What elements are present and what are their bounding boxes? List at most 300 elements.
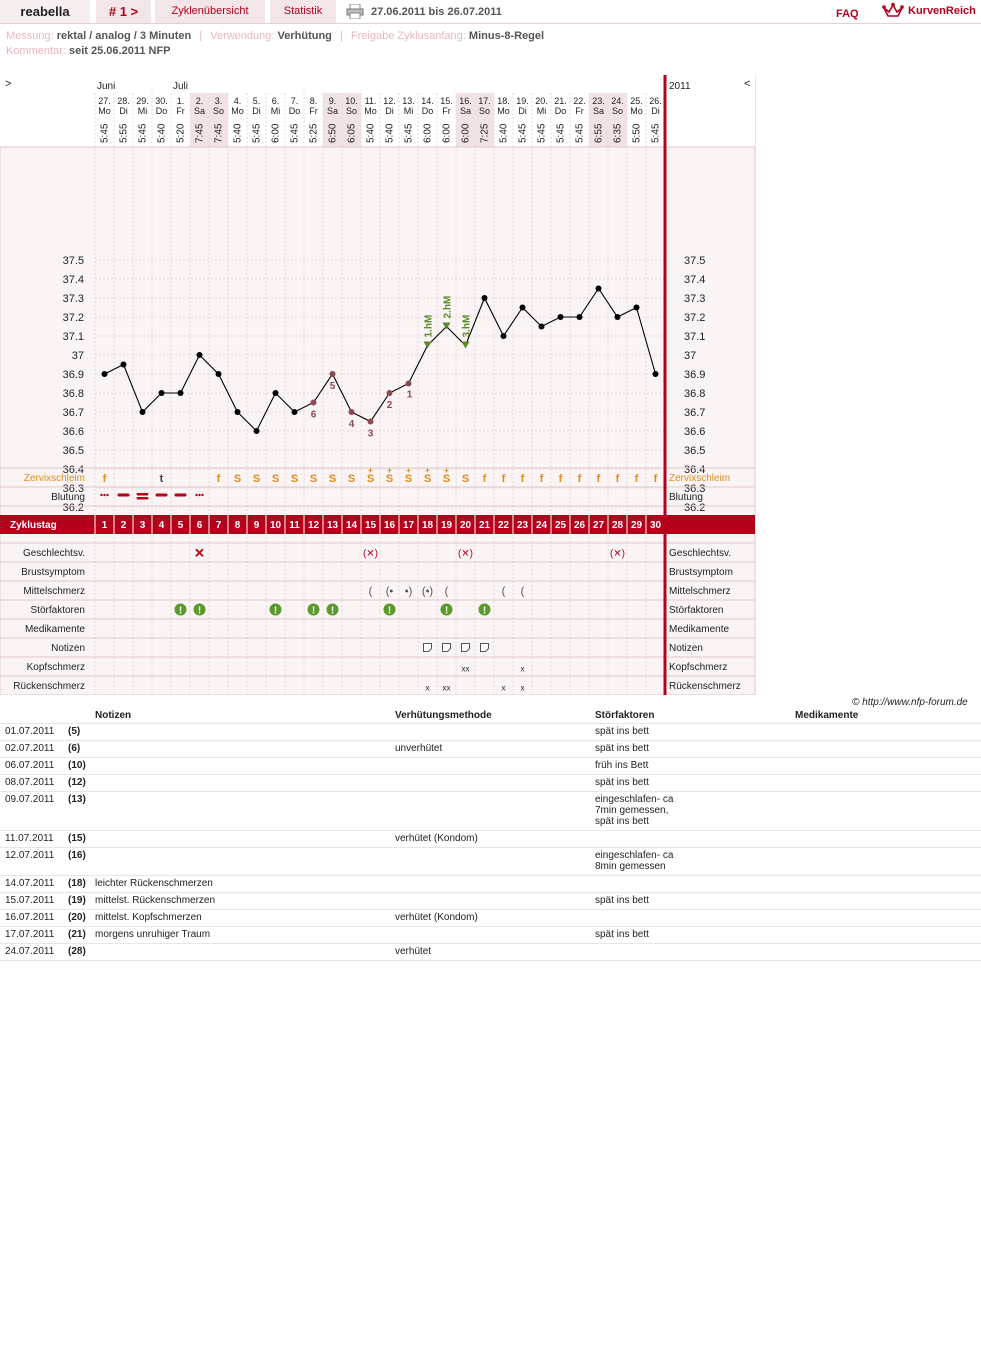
notes-header-1 [68, 709, 95, 724]
weekday-label: Mo [364, 106, 377, 116]
notes-header-4: Störfaktoren [595, 709, 795, 724]
cervix-mark: S [385, 473, 394, 485]
notes-cell [395, 927, 595, 944]
notes-header-2: Notizen [95, 709, 395, 724]
low-marker-point [387, 390, 393, 396]
notes-cell [95, 775, 395, 792]
weekday-label: Mo [98, 106, 111, 116]
row-label-right: Störfaktoren [669, 605, 724, 616]
notes-row [0, 944, 981, 961]
weekday-label: Do [155, 106, 168, 116]
notes-row [0, 831, 981, 848]
time-label: 6:35 [612, 123, 624, 143]
date-label: 9. [328, 96, 337, 106]
time-label: 5:55 [118, 123, 130, 143]
release-value: Minus-8-Regel [468, 30, 545, 42]
year-label: 2011 [669, 81, 691, 92]
notes-cell [395, 758, 595, 775]
cycle-day-number: 28 [611, 520, 624, 531]
date-label: 17. [478, 96, 491, 106]
weekday-label: Fr [309, 106, 318, 116]
time-label: 5:40 [232, 123, 244, 143]
cervix-plus: + [368, 466, 373, 475]
temperature-point [273, 390, 279, 396]
notes-cell: 06.07.2011 [0, 758, 68, 775]
ytick-right: 37.3 [684, 293, 706, 305]
time-label: 5:45 [289, 123, 301, 143]
bleeding-row-label-right: Blutung [669, 492, 703, 503]
cervix-mark: f [615, 473, 620, 485]
cervix-mark: S [252, 473, 261, 485]
notes-cell: (28) [68, 944, 95, 961]
notes-cell: mittelst. Rückenschmerzen [95, 893, 395, 910]
disturbance-mark: ! [387, 605, 392, 617]
ytick-left: 37 [71, 350, 84, 362]
ytick-left: 36.6 [62, 426, 84, 438]
cycle-day-number: 4 [158, 520, 165, 531]
cycle-day-number: 1 [101, 520, 108, 531]
notes-row [0, 893, 981, 910]
intercourse-mark: (✕) [362, 548, 379, 560]
cycle-day-number: 10 [269, 520, 282, 531]
notes-row [0, 758, 981, 775]
notes-cell: 15.07.2011 [0, 893, 68, 910]
mittelschmerz-mark: •) [404, 585, 413, 598]
notes-cell [795, 848, 981, 876]
date-label: 10. [345, 96, 358, 106]
notes-cell: 11.07.2011 [0, 831, 68, 848]
date-label: 4. [233, 96, 242, 106]
temperature-point [577, 314, 583, 320]
cycle-day-number: 16 [383, 520, 396, 531]
crown-icon [882, 2, 904, 20]
weekday-label: Fr [575, 106, 584, 116]
ytick-left: 36.3 [62, 483, 84, 495]
time-label: 6:50 [327, 123, 339, 143]
comment-value: seit 25.06.2011 NFP [68, 45, 171, 57]
cycle-day-number: 12 [307, 520, 320, 531]
date-label: 8. [309, 96, 318, 106]
time-label: 5:50 [631, 123, 643, 143]
cervix-mark: S [309, 473, 318, 485]
pain-mark: xx [461, 664, 470, 674]
temperature-point [558, 314, 564, 320]
time-label: 5:45 [574, 123, 586, 143]
cycle-day-label: Zyklustag [10, 520, 57, 531]
pain-mark: xx [442, 683, 451, 693]
month-label: Juli [173, 81, 189, 92]
intercourse-mark: (✕) [457, 548, 474, 560]
date-label: 3. [214, 96, 223, 106]
notes-cell [795, 775, 981, 792]
temperature-point [539, 324, 545, 330]
date-label: 15. [440, 96, 453, 106]
temperature-point [596, 286, 602, 292]
time-label: 5:40 [365, 123, 377, 143]
cycle-day-number: 14 [345, 520, 358, 531]
bleeding-medium [156, 494, 168, 497]
time-label: 5:40 [156, 123, 168, 143]
notes-cell: (15) [68, 831, 95, 848]
notes-header-0 [0, 709, 68, 724]
date-label: 20. [535, 96, 548, 106]
bleeding-spot [106, 494, 108, 496]
notes-cell: eingeschlafen- ca 8min gemessen [595, 848, 795, 876]
notes-cell: (21) [68, 927, 95, 944]
date-label: 2. [195, 96, 204, 106]
weekday-label: So [611, 106, 624, 116]
time-label: 5:20 [175, 123, 187, 143]
note-icon [481, 644, 489, 652]
ytick-right: 36.8 [684, 388, 706, 400]
cycle-day-number: 8 [234, 520, 241, 531]
notes-row [0, 775, 981, 792]
ytick-right: 37.4 [684, 274, 706, 286]
cycle-day-number: 22 [497, 520, 510, 531]
intercourse-mark: (✕) [609, 548, 626, 560]
weekday-label: Mi [536, 106, 547, 116]
notes-cell: 08.07.2011 [0, 775, 68, 792]
row-label-right: Medikamente [669, 624, 730, 635]
notes-row [0, 927, 981, 944]
cervix-mark: S [328, 473, 337, 485]
weekday-label: Di [385, 106, 394, 116]
cycle-nav-button[interactable]: # 1 > [96, 0, 151, 23]
cervix-mark: S [442, 473, 451, 485]
date-label: 28. [117, 96, 130, 106]
printer-icon[interactable] [346, 4, 364, 19]
cycle-day-number: 20 [459, 520, 472, 531]
low-marker-point [349, 409, 355, 415]
cycle-day-number: 11 [289, 520, 300, 531]
cervix-mark: f [634, 473, 639, 485]
notes-cell: leichter Rückenschmerzen [95, 876, 395, 893]
tab-statistics[interactable]: Statistik [270, 0, 336, 23]
notes-cell: (19) [68, 893, 95, 910]
notes-cell: 16.07.2011 [0, 910, 68, 927]
cycle-day-number: 2 [120, 520, 127, 531]
time-label: 5:45 [536, 123, 548, 143]
weekday-label: Sa [326, 106, 339, 116]
date-label: 6. [271, 96, 280, 106]
weekday-label: So [345, 106, 358, 116]
note-icon [462, 644, 470, 652]
cycle-day-number: 13 [326, 520, 339, 531]
date-label: 18. [497, 96, 510, 106]
time-label: 6:00 [270, 123, 282, 143]
notes-cell: mittelst. Kopfschmerzen [95, 910, 395, 927]
use-value: Verhütung [277, 30, 332, 42]
notes-row [0, 792, 981, 831]
time-label: 5:45 [251, 123, 263, 143]
notes-cell: spät ins bett [595, 741, 795, 758]
user-name: reabella [0, 0, 90, 23]
time-label: 5:45 [650, 123, 662, 143]
cycle-day-number: 25 [554, 520, 567, 531]
ytick-right: 37.1 [684, 331, 706, 343]
temperature-point [501, 333, 507, 339]
cervix-mark: f [653, 473, 658, 485]
prev-cycle-button[interactable]: > [5, 78, 12, 90]
notes-row [0, 876, 981, 893]
low-marker-point [330, 371, 336, 377]
tab-cycle-overview[interactable]: Zyklenübersicht [155, 0, 265, 23]
row-label-right: Rückenschmerz [669, 681, 741, 692]
notes-cell [95, 724, 395, 741]
notes-cell: 01.07.2011 [0, 724, 68, 741]
cervix-mark: f [520, 473, 525, 485]
row-label-right: Mittelschmerz [669, 586, 731, 597]
temperature-point [121, 362, 127, 368]
high-marker-label: 1.hM [423, 314, 435, 338]
weekday-label: Mi [270, 106, 281, 116]
ytick-left: 36.8 [62, 388, 84, 400]
cervix-mark: f [216, 473, 221, 485]
date-label: 26. [649, 96, 662, 106]
cervix-mark: f [482, 473, 487, 485]
notes-cell [395, 876, 595, 893]
date-range: 27.06.2011 bis 26.07.2011 [371, 6, 502, 18]
weekday-label: Mi [403, 106, 414, 116]
date-label: 23. [592, 96, 605, 106]
time-label: 5:40 [384, 123, 396, 143]
cervix-mark: S [347, 473, 356, 485]
weekday-label: So [212, 106, 225, 116]
ytick-left: 37.1 [62, 331, 84, 343]
notes-cell: 14.07.2011 [0, 876, 68, 893]
date-label: 11. [364, 96, 377, 106]
pain-mark: x [501, 683, 506, 693]
notes-body [0, 724, 981, 961]
notes-cell: (12) [68, 775, 95, 792]
notes-cell: 24.07.2011 [0, 944, 68, 961]
brand-name: KurvenReich [908, 5, 976, 17]
cycle-day-number: 9 [253, 520, 260, 531]
ytick-left: 36.7 [62, 407, 84, 419]
notes-row [0, 848, 981, 876]
ytick-right: 37.2 [684, 312, 706, 324]
weekday-label: Fr [176, 106, 185, 116]
mittelschmerz-mark: ( [520, 585, 525, 598]
time-label: 7:25 [479, 123, 491, 143]
ytick-left: 36.4 [62, 464, 84, 476]
notes-cell [95, 848, 395, 876]
cervix-plus: + [425, 466, 430, 475]
ytick-right: 36.6 [684, 426, 706, 438]
notes-cell: spät ins bett [595, 724, 795, 741]
weekday-label: Fr [442, 106, 451, 116]
disturbance-mark: ! [311, 605, 316, 617]
disturbance-mark: ! [273, 605, 278, 617]
ytick-right: 37 [684, 350, 697, 362]
notes-cell [395, 724, 595, 741]
notes-cell [595, 944, 795, 961]
notes-cell: 17.07.2011 [0, 927, 68, 944]
disturbance-mark: ! [444, 605, 449, 617]
cervix-mark: S [233, 473, 242, 485]
cycle-chart [0, 75, 756, 695]
note-icon [424, 644, 432, 652]
date-label: 12. [383, 96, 396, 106]
ytick-right: 36.7 [684, 407, 706, 419]
bleeding-row-label: Blutung [51, 492, 85, 503]
time-label: 5:45 [555, 123, 567, 143]
weekday-label: Do [554, 106, 567, 116]
cycle-day-number: 24 [535, 520, 548, 531]
date-label: 13. [402, 96, 415, 106]
date-label: 22. [573, 96, 586, 106]
cervix-mark: f [539, 473, 544, 485]
notes-cell [595, 876, 795, 893]
cycle-day-number: 7 [215, 520, 222, 531]
time-label: 5:40 [498, 123, 510, 143]
next-cycle-button[interactable]: < [744, 78, 751, 90]
notes-cell: (10) [68, 758, 95, 775]
notes-row [0, 741, 981, 758]
notes-table [0, 709, 981, 961]
notes-cell [95, 741, 395, 758]
cycle-day-number: 6 [196, 520, 203, 531]
pain-mark: x [425, 683, 430, 693]
mittelschmerz-mark: (•) [421, 585, 434, 598]
notes-header-3: Verhütungsmethode [395, 709, 595, 724]
brand-logo[interactable] [882, 2, 980, 22]
pain-mark: x [520, 683, 525, 693]
ytick-left: 37.2 [62, 312, 84, 324]
ytick-right: 36.3 [684, 483, 706, 495]
date-label: 24. [611, 96, 624, 106]
time-label: 6:55 [593, 123, 605, 143]
notes-cell: 12.07.2011 [0, 848, 68, 876]
temperature-point [102, 371, 108, 377]
notes-cell [795, 724, 981, 741]
notes-cell: spät ins bett [595, 775, 795, 792]
time-label: 6:00 [422, 123, 434, 143]
intercourse-mark: ✕ [194, 545, 205, 561]
weekday-label: Di [252, 106, 261, 116]
low-marker-point [311, 400, 317, 406]
notes-cell: eingeschlafen- ca 7min gemessen, spät ins bett [595, 792, 795, 831]
row-label: Rückenschmerz [13, 681, 85, 692]
cycle-day-number: 27 [592, 520, 605, 531]
cycle-day-number: 3 [139, 520, 146, 531]
high-marker-label: 2.hM [442, 295, 454, 319]
note-icon [443, 644, 451, 652]
disturbance-mark: ! [330, 605, 335, 617]
low-marker-label: 4 [348, 419, 355, 430]
row-label: Medikamente [24, 624, 85, 635]
notes-cell [795, 910, 981, 927]
low-marker-label: 2 [386, 400, 393, 411]
weekday-label: Sa [592, 106, 605, 116]
weekday-label: Mo [497, 106, 510, 116]
temperature-chart-svg [0, 75, 756, 695]
cycle-day-number: 19 [440, 520, 453, 531]
cervix-plus: + [406, 466, 411, 475]
high-marker-label: 3.hM [461, 314, 473, 338]
notes-cell: (16) [68, 848, 95, 876]
weekday-label: So [478, 106, 491, 116]
measure-value: rektal / analog / 3 Minuten [56, 30, 192, 42]
notes-cell: (13) [68, 792, 95, 831]
temperature-point [615, 314, 621, 320]
date-label: 25. [630, 96, 643, 106]
notes-header-5: Medikamente [795, 709, 981, 724]
time-label: 6:00 [460, 123, 472, 143]
bleeding-medium [118, 494, 130, 497]
time-label: 5:45 [99, 123, 111, 143]
time-label: 5:45 [403, 123, 415, 143]
mittelschmerz-mark: (• [385, 585, 394, 598]
notes-cell: (20) [68, 910, 95, 927]
ytick-right: 36.4 [684, 464, 706, 476]
temperature-point [254, 428, 260, 434]
comment-key: Kommentar: [6, 45, 66, 57]
mittelschmerz-mark: ( [444, 585, 449, 598]
date-label: 5. [252, 96, 261, 106]
date-label: 29. [136, 96, 149, 106]
temperature-point [292, 409, 298, 415]
weekday-label: Do [421, 106, 434, 116]
cervix-mark: S [271, 473, 280, 485]
row-label: Mittelschmerz [23, 586, 85, 597]
time-label: 6:00 [441, 123, 453, 143]
weekday-label: Sa [459, 106, 472, 116]
notes-header-row [0, 709, 981, 724]
cervix-mark: f [577, 473, 582, 485]
notes-row [0, 724, 981, 741]
row-label: Brustsymptom [21, 567, 85, 578]
disturbance-mark: ! [482, 605, 487, 617]
cervix-mark: f [501, 473, 506, 485]
cervix-mark: S [461, 473, 470, 485]
temperature-point [653, 371, 659, 377]
ytick-right: 36.2 [684, 502, 706, 514]
measurement-info: Messung: rektal / analog / 3 Minuten | Verwendung: Verhütung | Freigabe Zyklusanfang: Minus-8-Regel [6, 30, 545, 42]
notes-cell [395, 792, 595, 831]
comment-info [6, 45, 171, 57]
faq-link[interactable]: FAQ [836, 8, 859, 20]
time-label: 5:45 [137, 123, 149, 143]
low-marker-point [406, 381, 412, 387]
measure-key: Messung: [6, 30, 54, 42]
row-label-right: Kopfschmerz [669, 662, 728, 673]
notes-cell: verhütet (Kondom) [395, 910, 595, 927]
notes-cell: unverhütet [395, 741, 595, 758]
temperature-point [140, 409, 146, 415]
time-label: 5:45 [517, 123, 529, 143]
bleeding-medium [175, 494, 187, 497]
bleeding-spot [201, 494, 203, 496]
date-label: 14. [421, 96, 434, 106]
cycle-day-number: 5 [177, 520, 184, 531]
cervix-mark: f [558, 473, 563, 485]
ytick-left: 37.5 [62, 255, 84, 267]
cervix-mark: S [404, 473, 413, 485]
notes-cell: 02.07.2011 [0, 741, 68, 758]
time-label: 7:45 [213, 123, 225, 143]
row-label: Kopfschmerz [26, 662, 85, 673]
low-marker-label: 3 [367, 428, 374, 440]
bleeding-spot [100, 494, 102, 496]
temperature-point [634, 305, 640, 311]
date-label: 7. [290, 96, 299, 106]
date-label: 19. [516, 96, 529, 106]
low-marker-point [368, 419, 374, 425]
temperature-point [482, 295, 488, 301]
cervix-mark: t [159, 473, 164, 485]
cycle-day-number: 15 [364, 520, 377, 531]
